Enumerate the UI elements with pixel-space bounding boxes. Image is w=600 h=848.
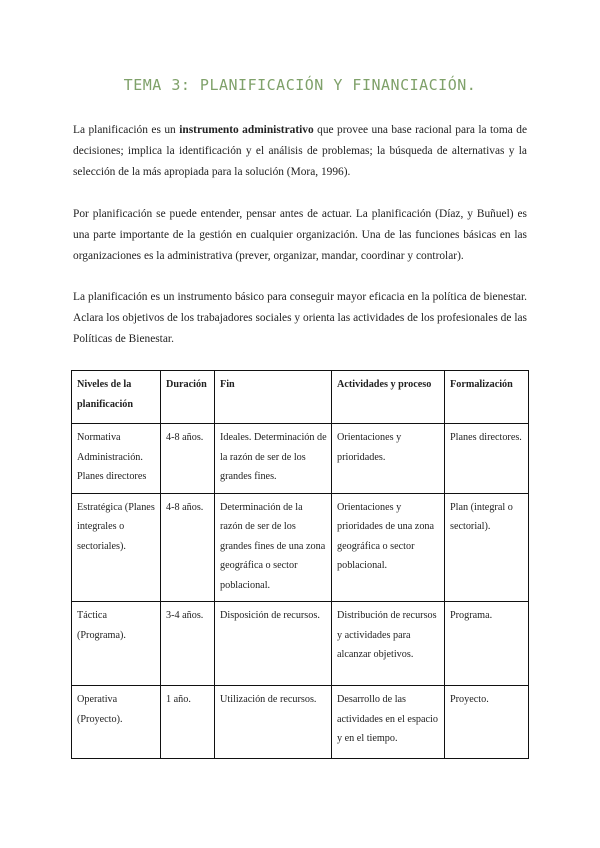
paragraph-1-start: La planificación es un [73,124,180,136]
table-cell: Distribución de recursos y actividades para alcanzar objetivos. [332,602,445,686]
table-cell: Orientaciones y prioridades de una zona geográfica o sector poblacional. [332,493,445,602]
paragraph-2: Por planificación se puede entender, pensar antes de actuar. La planificación (Díaz, y Buñuel) es una parte importante de la gestión en cualquier organización. Una de las funciones básicas en las organizaciones es la administrativa (prever, organizar, mandar, coordinar y controlar). [73,208,527,262]
table-cell: Disposición de recursos. [215,602,332,686]
header-duracion: Duración [161,371,215,424]
table-row [72,602,529,686]
table-cell: Ideales. Determinación de la razón de ser de los grandes fines. [215,424,332,494]
table-row [72,686,529,759]
table-cell: Táctica (Programa). [72,602,161,686]
table-cell: 3-4 años. [161,602,215,686]
table-cell: Determinación de la razón de ser de los grandes fines de una zona geográfica o sector poblacional. [215,493,332,602]
table-cell: Plan (integral o sectorial). [445,493,529,602]
table-cell: Proyecto. [445,686,529,759]
table-cell: 4-8 años. [161,493,215,602]
page-title: TEMA 3: PLANIFICACIÓN Y FINANCIACIÓN. [123,76,477,94]
table-header-row [72,371,529,424]
table-cell: 4-8 años. [161,424,215,494]
planning-levels-table [71,370,529,759]
paragraph-3: La planificación es un instrumento básico para conseguir mayor eficacia en la política de bienestar. Aclara los objetivos de los trabajadores sociales y orienta las actividades de los profesionales de las Políticas de Bienestar. [73,291,527,345]
paragraph-1 [73,120,527,183]
table-cell: 1 año. [161,686,215,759]
table-row [72,424,529,494]
table-cell: Operativa (Proyecto). [72,686,161,759]
header-niveles: Niveles de la planificación [72,371,161,424]
table-cell: Desarrollo de las actividades en el espacio y en el tiempo. [332,686,445,759]
table-cell: Orientaciones y prioridades. [332,424,445,494]
header-actividades: Actividades y proceso [332,371,445,424]
table-row [72,493,529,602]
table-cell: Planes directores. [445,424,529,494]
paragraph-1-end: que provee una base racional para la toma de decisiones; implica la identificación y el análisis de problemas; la búsqueda de alternativas y la selección de la más apropiada para la solución (Mora, 1996). [73,124,528,178]
header-formalizacion: Formalización [445,371,529,424]
table-cell: Estratégica (Planes integrales o sectoriales). [72,493,161,602]
table-cell: Programa. [445,602,529,686]
table-cell: Utilización de recursos. [215,686,332,759]
paragraph-1-bold: instrumento administrativo [179,124,314,136]
table-cell: Normativa Administración. Planes directores [72,424,161,494]
header-fin: Fin [215,371,332,424]
